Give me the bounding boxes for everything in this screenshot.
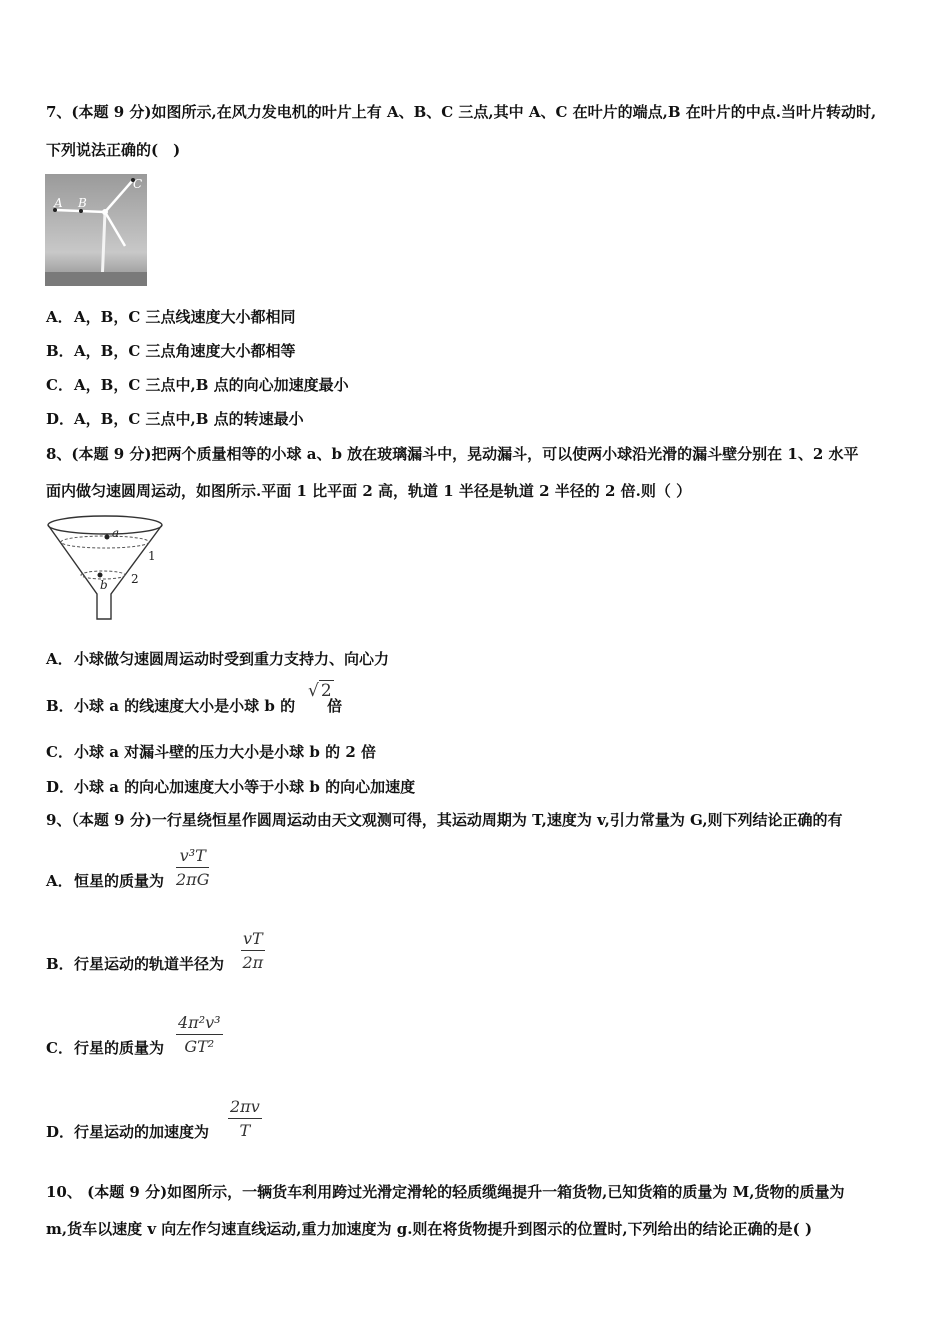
label-c: C bbox=[133, 177, 143, 191]
q7-option-c: C．A，B，C 三点中,B 点的向心加速度最小 bbox=[46, 376, 349, 394]
q7-option-b: B．A，B，C 三点角速度大小都相等 bbox=[46, 342, 296, 360]
q9-option-a: A．恒星的质量为 bbox=[46, 872, 165, 890]
q7-stem-line1: 7、(本题 9 分)如图所示,在风力发电机的叶片上有 A、B、C 三点,其中 A、C 在叶片的端点,B 在叶片的中点.当叶片转动时, bbox=[46, 103, 877, 121]
q8-option-b: B．小球 a 的线速度大小是小球 b 的 倍 bbox=[46, 697, 343, 715]
q8-option-c: C．小球 a 对漏斗壁的压力大小是小球 b 的 2 倍 bbox=[46, 743, 376, 761]
q9-option-c: C．行星的质量为 bbox=[46, 1039, 165, 1057]
q8-stem-line2: 面内做匀速圆周运动，如图所示.平面 1 比平面 2 高，轨道 1 半径是轨道 2 半径的 2 倍.则（ ） bbox=[46, 482, 692, 500]
label-plane-1: 1 bbox=[148, 549, 156, 563]
funnel-rim bbox=[48, 516, 162, 534]
label-b: B bbox=[78, 196, 87, 210]
turbine-ground bbox=[45, 272, 147, 286]
q7-option-d: D．A，B，C 三点中,B 点的转速最小 bbox=[46, 410, 304, 428]
ball-b bbox=[98, 573, 103, 578]
q7-stem-line2: 下列说法正确的( ) bbox=[46, 141, 181, 159]
wind-turbine-figure bbox=[45, 174, 147, 286]
label-a: A bbox=[54, 196, 63, 210]
sqrt-2-expression: √ 2 bbox=[308, 681, 332, 701]
fraction-a: $\frac{\text{v³T}}{2\pi G}$ bbox=[176, 846, 210, 889]
fraction-c: $\frac{\text{4π²v³}}{\text{GT²}}$ bbox=[178, 1013, 221, 1056]
ball-a bbox=[105, 535, 110, 540]
q8-option-a: A．小球做匀速圆周运动时受到重力支持力、向心力 bbox=[46, 650, 390, 668]
q7-option-a: A．A，B，C 三点线速度大小都相同 bbox=[46, 308, 296, 326]
fraction-b: $\frac{vT}{2\pi}$ bbox=[242, 929, 264, 972]
turbine-hub bbox=[102, 209, 108, 215]
q10-stem-line2: m,货车以速度 v 向左作匀速直线运动,重力加速度为 g.则在将货物提升到图示的位置时,下列给出的结论正确的是( ) bbox=[46, 1220, 813, 1238]
q8-stem-line1: 8、(本题 9 分)把两个质量相等的小球 a、b 放在玻璃漏斗中，晃动漏斗，可以使两小球沿光滑的漏斗壁分别在 1、2 水平 bbox=[46, 445, 859, 463]
q10-stem-line1: 10、 (本题 9 分)如图所示，一辆货车利用跨过光滑定滑轮的轻质缆绳提升一箱货物,已知货箱的质量为 M,货物的质量为 bbox=[46, 1183, 845, 1201]
fraction-d: $\frac{2\pi v}{T}$ bbox=[230, 1097, 260, 1140]
funnel-figure bbox=[45, 512, 170, 624]
label-ball-b: b bbox=[100, 578, 108, 592]
label-plane-2: 2 bbox=[131, 572, 139, 586]
q9-option-b: B．行星运动的轨道半径为 bbox=[46, 955, 225, 973]
q9-option-d: D．行星运动的加速度为 bbox=[46, 1123, 210, 1141]
label-ball-a: a bbox=[112, 526, 120, 540]
q9-stem-line1: 9、（本题 9 分)一行星绕恒星作圆周运动由天文观测可得，其运动周期为 T,速度为 v,引力常量为 G,则下列结论正确的有 bbox=[46, 811, 843, 829]
q8-option-d: D．小球 a 的向心加速度大小等于小球 b 的向心加速度 bbox=[46, 778, 416, 796]
turbine-background bbox=[45, 174, 147, 286]
